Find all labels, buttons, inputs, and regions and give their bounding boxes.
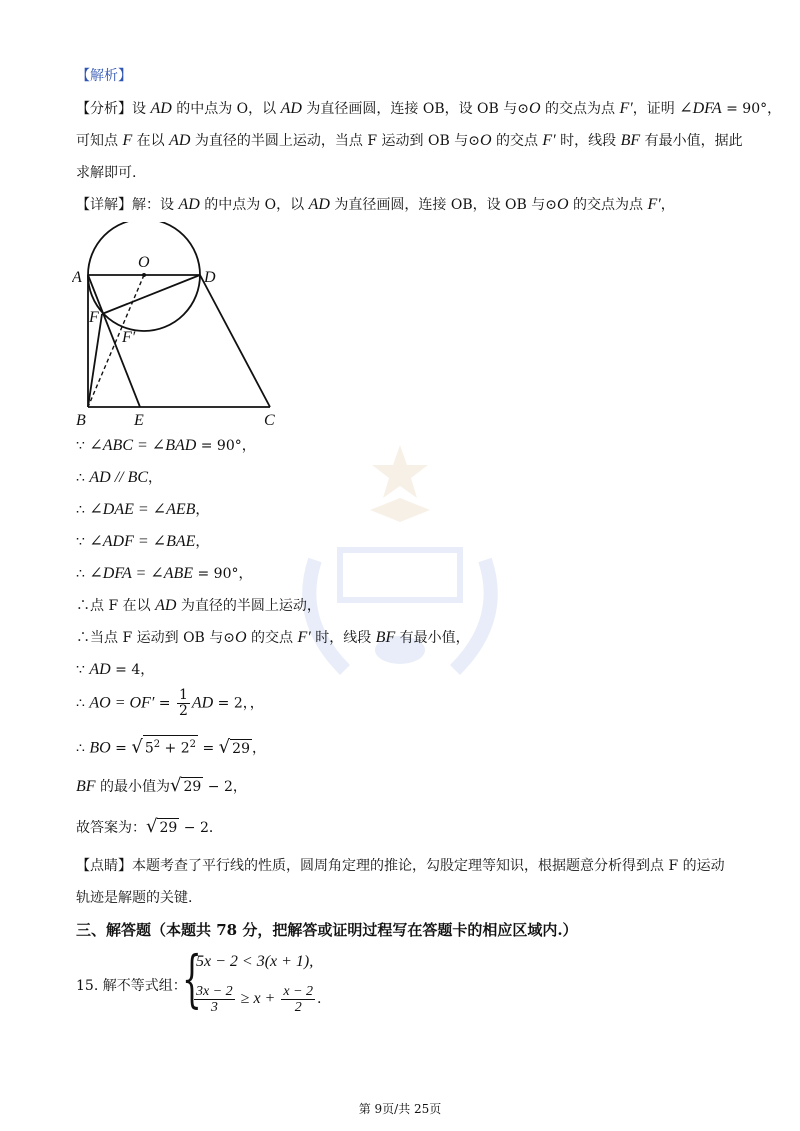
system-brace: { bbox=[182, 942, 202, 1015]
label-a: A bbox=[72, 269, 82, 286]
fenxi-line-3: 求解即可. bbox=[76, 165, 137, 181]
geometry-figure bbox=[72, 222, 292, 432]
dianjing-line-2: 轨迹是解题的关键. bbox=[76, 890, 193, 906]
xiangjie-line-1: 【详解】解：设 AD 的中点为 O，以 AD 为直径画圆，连接 OB，设 OB 与⊙O 的交点为点 F′， bbox=[76, 196, 675, 213]
label-b: B bbox=[76, 412, 86, 429]
fraction-half: $\frac{1}{2}$ bbox=[178, 687, 188, 719]
fenxi-line-2: 可知点 F 在以 AD 为直径的半圆上运动，当点 F 运动到 OB 与⊙O 的交点 F′ 时，线段 BF 有最小值，据此 bbox=[76, 132, 743, 149]
step-8: ∵ AD = 4， bbox=[76, 661, 155, 678]
heading-jiexi: 【解析】 bbox=[76, 68, 132, 84]
step-5: ∴ ∠DFA = ∠ABE = 90°， bbox=[76, 565, 253, 582]
step-2: ∴ AD // BC， bbox=[76, 469, 163, 486]
step-1: ∵ ∠ABC = ∠BAD = 90°， bbox=[76, 437, 256, 454]
segment-bf bbox=[88, 314, 102, 407]
label-e: E bbox=[134, 412, 144, 429]
step-12: 故答案为：√ 29 − 2． bbox=[76, 816, 223, 837]
segment-df bbox=[102, 275, 200, 314]
step-10: ∴ BO = √ $5^2 + 2^2$ = √ 29 ， bbox=[76, 736, 266, 758]
section-3-heading: 三、解答题（本题共 78 分，把解答或证明过程写在答题卡的相应区域内.） bbox=[76, 921, 578, 939]
q15-inequality-1: 5x − 2 < 3(x + 1), bbox=[196, 953, 314, 970]
watermark-logo bbox=[285, 440, 515, 700]
step-11: BF 的最小值为√ 29 − 2， bbox=[76, 775, 247, 796]
label-f-prime: F′ bbox=[122, 329, 136, 346]
dianjing-line-1: 【点睛】本题考查了平行线的性质，圆周角定理的推论，勾股定理等知识，根据题意分析得到点 F 的运动 bbox=[76, 858, 725, 874]
segment-dc bbox=[200, 275, 270, 407]
page-footer: 第 9页/共 25页 bbox=[358, 1102, 442, 1116]
fenxi-line-1: 【分析】设 AD 的中点为 O，以 AD 为直径画圆，连接 OB，设 OB 与⊙O 的交点为点 F′，证明 ∠DFA = 90°， bbox=[76, 100, 782, 117]
q15-inequality-2: $\frac{3x - 2}{3}$ ≥ x + $\frac{x - 2}{2}$ . bbox=[196, 983, 322, 1015]
label-o: O bbox=[138, 254, 150, 271]
label-d: D bbox=[204, 269, 216, 286]
q15-label: 15. 解不等式组： bbox=[76, 978, 187, 994]
step-4: ∵ ∠ADF = ∠BAE， bbox=[76, 533, 210, 550]
label-c: C bbox=[264, 412, 275, 429]
step-7: ∴当点 F 运动到 OB 与⊙O 的交点 F′ 时，线段 BF 有最小值， bbox=[76, 629, 470, 646]
label-f: F bbox=[89, 309, 99, 326]
step-6: ∴点 F 在以 AD 为直径的半圆上运动， bbox=[76, 597, 321, 614]
step-3: ∴ ∠DAE = ∠AEB， bbox=[76, 501, 210, 518]
step-9: ∴ AO = OF′ = $\frac{1}{2}$ AD = 2，， bbox=[76, 687, 264, 719]
